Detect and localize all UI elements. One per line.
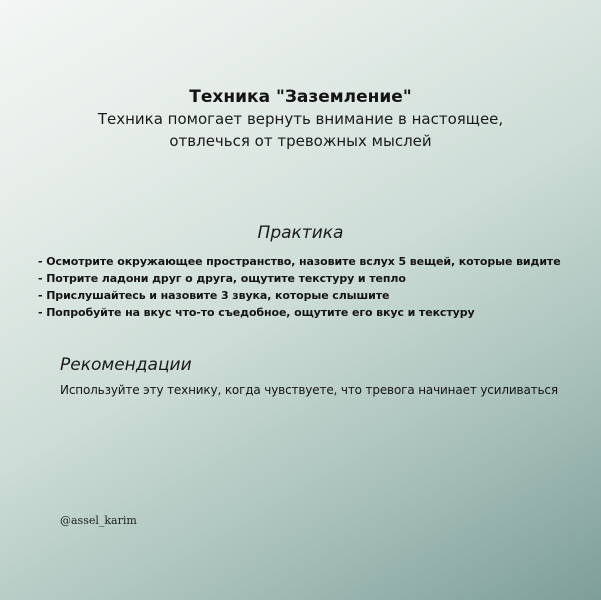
header [0, 86, 601, 152]
list-item: - Попробуйте на вкус что-то съедобное, ощутите его вкус и текстуру [38, 306, 475, 319]
recommendations-text: Используйте эту технику, когда чувствуете, что тревога начинает усиливаться [60, 383, 558, 397]
author-handle: @assel_karim [60, 514, 137, 527]
practice-list [38, 253, 598, 321]
page-title: Техника "Заземление" [189, 87, 412, 107]
list-item: - Прислушайтесь и назовите 3 звука, которые слышите [38, 289, 390, 302]
practice-heading-text: Практика [257, 223, 344, 243]
recommendations-heading-text: Рекомендации [60, 355, 192, 375]
subtitle-line-2: отвлечься от тревожных мыслей [169, 132, 432, 150]
practice-section-heading [0, 222, 601, 244]
list-item: - Потрите ладони друг о друга, ощутите текстуру и тепло [38, 272, 406, 285]
subtitle-line-1: Техника помогает вернуть внимание в настоящее, [97, 110, 504, 128]
list-item: - Осмотрите окружающее пространство, назовите вслух 5 вещей, которые видите [38, 255, 561, 268]
recommendations-section-heading [60, 354, 192, 376]
